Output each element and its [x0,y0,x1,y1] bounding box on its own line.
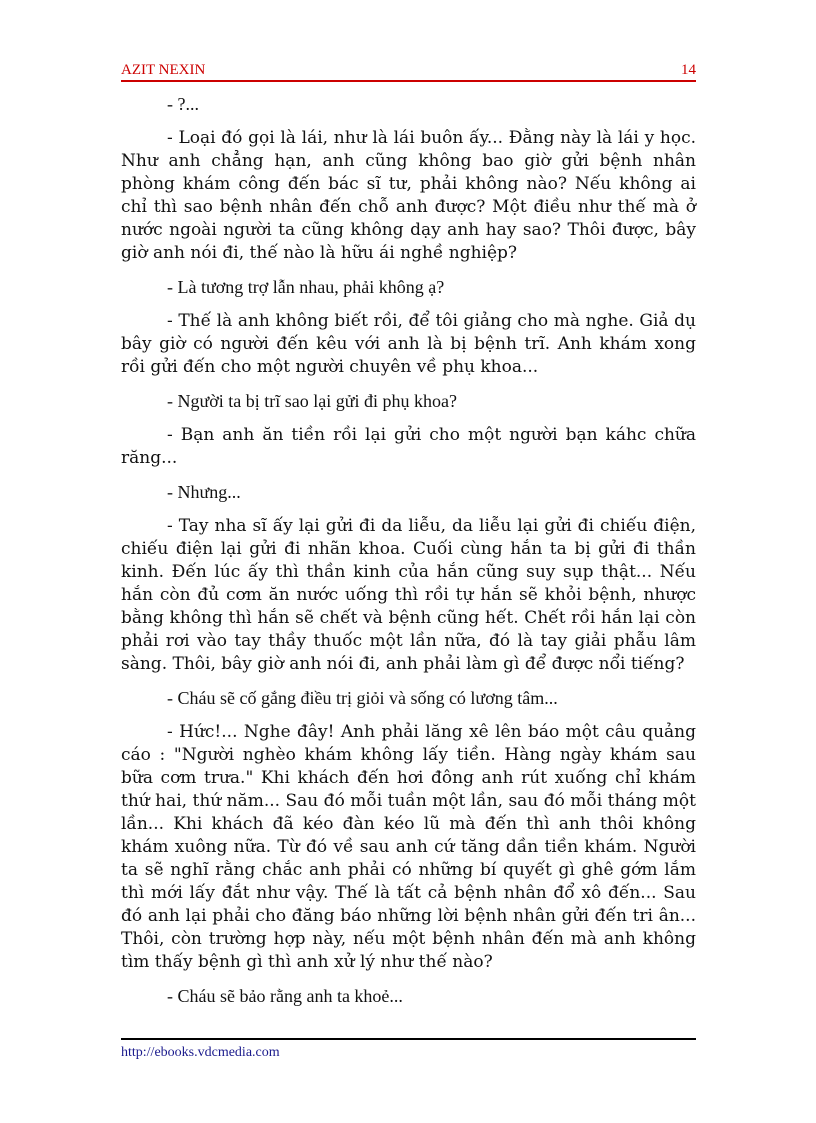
paragraph: - Cháu sẽ cố gắng điều trị giỏi và sống có lương tâm... [167,688,558,708]
paragraph: - Người ta bị trĩ sao lại gửi đi phụ khoa? [167,391,457,411]
body-text [121,93,696,1019]
paragraph: - Bạn anh ăn tiền rồi lại gửi cho một người bạn káhc chữa răng... [121,425,696,468]
paragraph: - ?... [167,94,199,114]
paragraph: - Loại đó gọi là lái, như là lái buôn ấy... Đằng này là lái y học. Như anh chẳng hạn, anh cũng không bao giờ gửi bệnh nhân phòng khám công đến bác sĩ tư, phải không nào? Nếu không ai chỉ thì sao bệnh nhân đến chỗ anh được? Một điều như thế mà ở nước ngoài người ta cũng không dạy anh hay sao? Thôi được, bây giờ anh nói đi, thế nào là hữu ái nghề nghiệp? [121,128,696,263]
page-header [121,62,696,82]
book-author-title: AZIT NEXIN [121,62,206,78]
paragraph: - Thế là anh không biết rồi, để tôi giảng cho mà nghe. Giả dụ bây giờ có người đến kêu với anh là bị bệnh trĩ. Anh khám xong rồi gửi đến cho một người chuyên về phụ khoa... [121,311,696,377]
paragraph: - Cháu sẽ bảo rằng anh ta khoẻ... [167,986,403,1006]
paragraph: - Nhưng... [167,482,241,502]
page-number: 14 [681,62,696,78]
footer-divider [121,1038,696,1040]
paragraph: - Tay nha sĩ ấy lại gửi đi da liễu, da liễu lại gửi đi chiếu điện, chiếu điện lại gửi đi nhãn khoa. Cuối cùng hắn ta bị gửi đi thần kinh. Đến lúc ấy thì thần kinh của hắn cũng suy sụp thật... Nếu hắn còn đủ cơm ăn nước uống thì rồi tự hắn sẽ khỏi bệnh, nhược bằng không thì hắn sẽ chết và bệnh cũng hết. Chết rồi hắn lại còn phải rơi vào tay thầy thuốc một lần nữa, đó là tay giải phẫu lâm sàng. Thôi, bây giờ anh nói đi, anh phải làm gì để được nổi tiếng? [121,516,696,674]
paragraph: - Là tương trợ lẫn nhau, phải không ạ? [167,277,445,297]
footer-url-link[interactable]: http://ebooks.vdcmedia.com [121,1045,280,1060]
paragraph: - Hức!... Nghe đây! Anh phải lăng xê lên báo một câu quảng cáo : "Người nghèo khám không lấy tiền. Hàng ngày khám sau bữa cơm trưa." Khi khách đến hơi đông anh rút xuống chỉ khám thứ hai, thứ năm... Sau đó mỗi tuần một lần, sau đó mỗi tháng một lần... Khi khách đã kéo đàn kéo lũ mà đến thì anh thôi không khám xuông nữa. Từ đó về sau anh cứ tăng dần tiền khám. Người ta sẽ nghĩ rằng chắc anh phải có những bí quyết gì ghê gớm lắm thì mới lấy đắt như vậy. Thế là tất cả bệnh nhân đổ xô đến... Sau đó anh lại phải cho đăng báo những lời bệnh nhân gửi đến tri ân... Thôi, còn trường hợp này, nếu một bệnh nhân đến mà anh không tìm thấy bệnh gì thì anh xử lý như thế nào? [121,722,696,972]
